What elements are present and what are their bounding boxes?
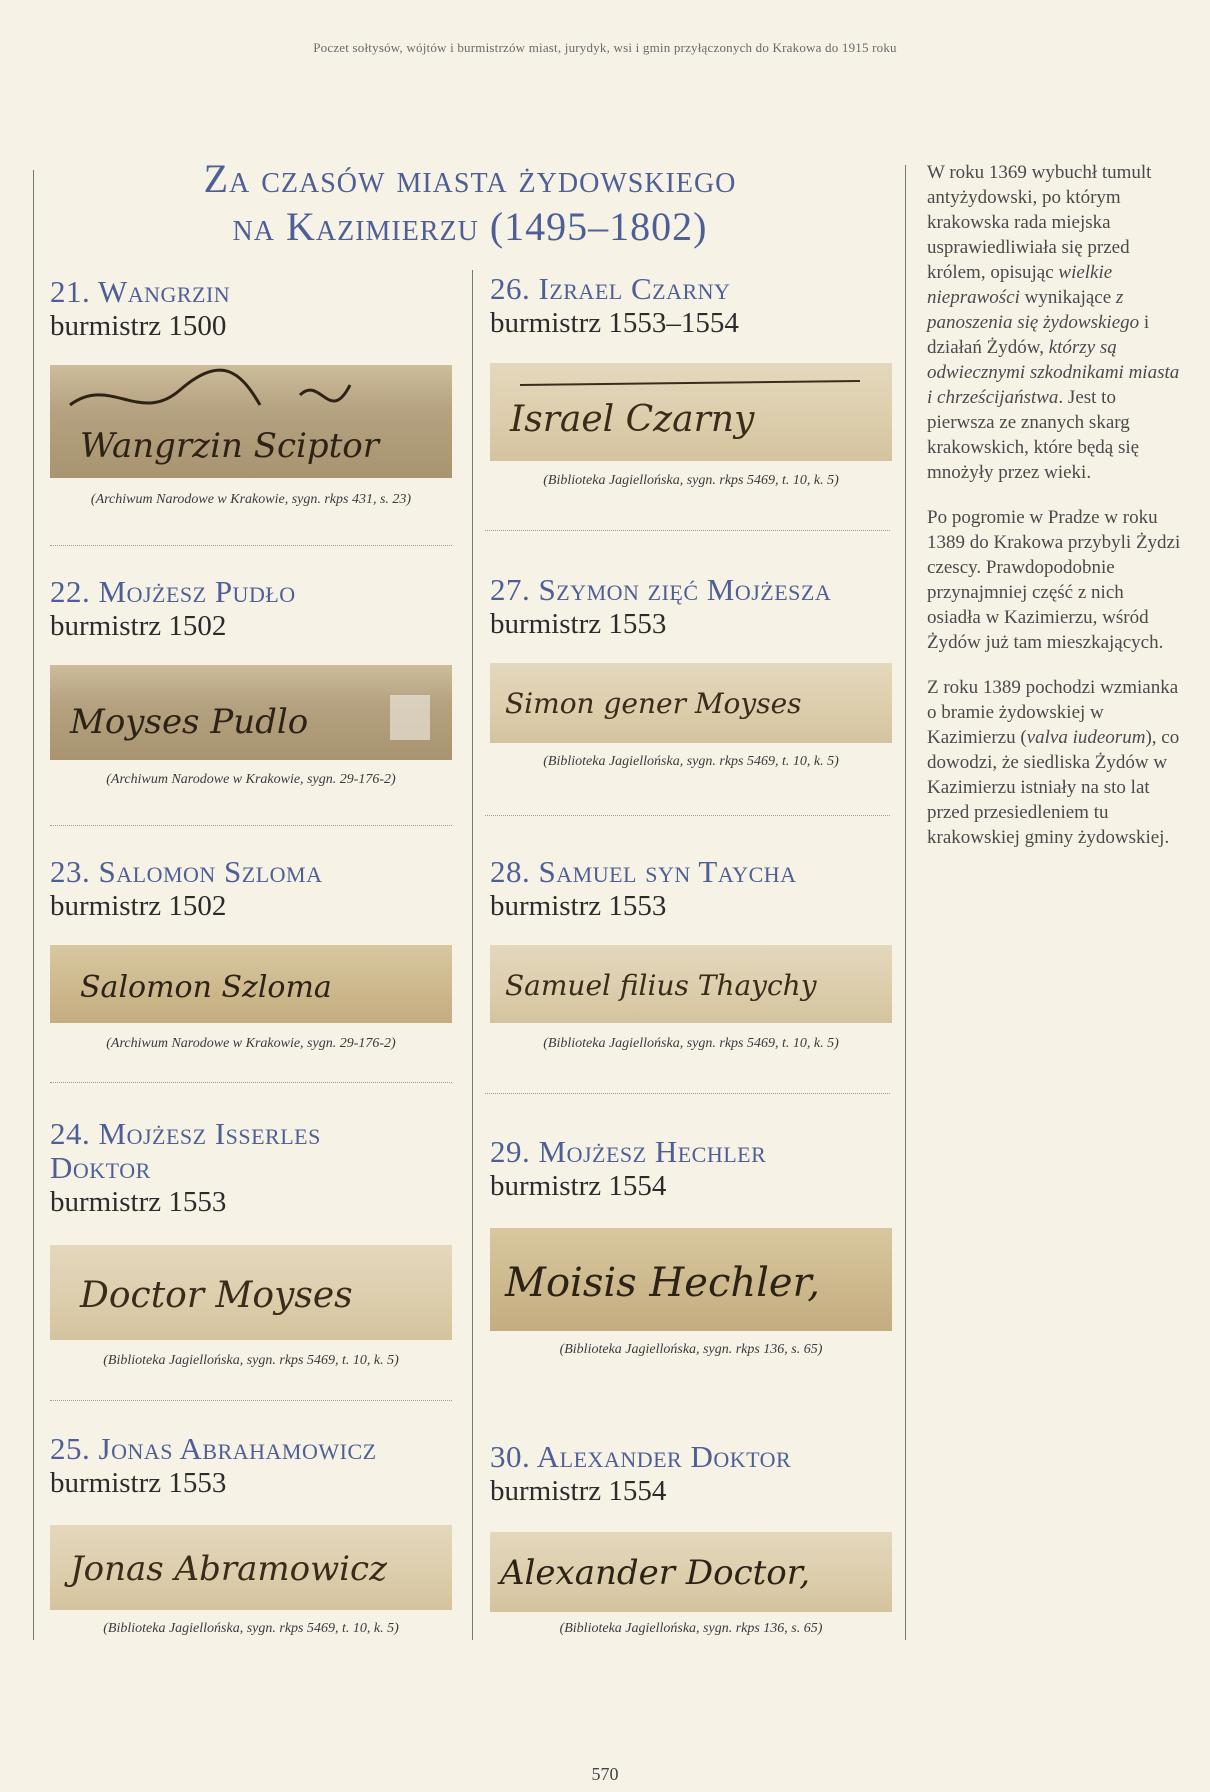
signature-text: Simon gener Moyses <box>505 687 802 720</box>
main-title-line2: na Kazimierzu (1495–1802) <box>232 204 708 249</box>
running-head: Poczet sołtysów, wójtów i burmistrzów miast, jurydyk, wsi i gmin przyłączonych do Krakowa do 1915 roku <box>313 40 897 55</box>
caption-22: (Archiwum Narodowe w Krakowie, sygn. 29-176-2) <box>106 772 396 787</box>
entry-23 <box>50 855 450 923</box>
caption-27: (Biblioteka Jagiellońska, sygn. rkps 5469, t. 10, k. 5) <box>543 754 839 769</box>
entry-title: 25. Jonas Abrahamowicz <box>50 1431 377 1466</box>
entry-25 <box>50 1432 450 1500</box>
signature-image-25 <box>50 1525 452 1610</box>
entry-subtitle: burmistrz 1502 <box>50 890 227 922</box>
entry-subtitle: burmistrz 1553 <box>50 1186 227 1218</box>
caption-24: (Biblioteka Jagiellońska, sygn. rkps 5469, t. 10, k. 5) <box>103 1353 399 1368</box>
signature-text: Jonas Abramowicz <box>70 1549 388 1589</box>
signature-image-22 <box>50 665 452 760</box>
main-title-line1: Za czasów miasta żydowskiego <box>203 156 737 201</box>
entry-title-line1: 24. Mojżesz Isserles <box>50 1116 321 1151</box>
signature-image-29 <box>490 1228 892 1331</box>
caption-23: (Archiwum Narodowe w Krakowie, sygn. 29-176-2) <box>106 1036 396 1051</box>
separator <box>485 815 890 816</box>
left-margin-rule <box>33 170 34 1640</box>
signature-text: Moisis Hechler, <box>505 1260 821 1306</box>
entry-title: 27. Szymon zięć Mojżesza <box>490 572 832 607</box>
signature-text: Samuel filius Thaychy <box>505 969 817 1002</box>
caption-21: (Archiwum Narodowe w Krakowie, sygn. rkps 431, s. 23) <box>90 492 412 507</box>
signature-image-27 <box>490 663 892 743</box>
entry-29 <box>490 1135 890 1203</box>
signature-text: Alexander Doctor, <box>500 1553 811 1593</box>
signature-image-21 <box>50 365 452 478</box>
separator <box>485 530 890 531</box>
entry-title: 22. Mojżesz Pudło <box>50 574 296 609</box>
caption-25: (Biblioteka Jagiellońska, sygn. rkps 5469, t. 10, k. 5) <box>103 1621 399 1636</box>
main-title <box>60 155 880 251</box>
separator <box>485 1093 890 1094</box>
entry-21 <box>50 275 450 343</box>
entry-title-line2: Doktor <box>50 1150 151 1185</box>
signature-text: Salomon Szloma <box>80 970 332 1005</box>
caption-29: (Biblioteka Jagiellońska, sygn. rkps 136, s. 65) <box>559 1342 823 1357</box>
entry-subtitle: burmistrz 1553 <box>50 1467 227 1499</box>
entry-subtitle: burmistrz 1553 <box>490 890 667 922</box>
entry-subtitle: burmistrz 1500 <box>50 310 227 342</box>
signature-text: Wangrzin Sciptor <box>80 426 380 466</box>
entry-24 <box>50 1117 450 1219</box>
signature-image-24 <box>50 1245 452 1340</box>
separator <box>50 825 452 826</box>
signature-text: Israel Czarny <box>510 399 755 440</box>
entry-28 <box>490 855 890 923</box>
entry-subtitle: burmistrz 1553 <box>490 608 667 640</box>
caption-30: (Biblioteka Jagiellońska, sygn. rkps 136, s. 65) <box>559 1621 823 1636</box>
separator <box>50 545 452 546</box>
sidebar-paragraph-2: Po pogromie w Pradze w roku 1389 do Krakowa przybyli Żydzi czescy. Prawdopodobnie przynajmniej część z nich osiadła w Kazimierzu, wśród Żydów już tam mieszkających. <box>927 507 1181 653</box>
entry-27 <box>490 573 890 641</box>
entry-title: 30. Alexander Doktor <box>490 1439 792 1474</box>
signature-text: Moyses Pudlo <box>70 702 309 742</box>
separator <box>50 1082 452 1083</box>
sidebar-paragraph-1: W roku 1369 wybuchł tumult antyżydowski, po którym krakowska rada miejska usprawiedliwiała się przed królem, opisując wielkie nieprawości wynikające z panoszenia się żydowskiego i działań Żydów, którzy są odwiecznymi szkodnikami miasta i chrześcijaństwa. Jest to pierwsza ze znanych skarg krakowskich, które będą się mnożyły przez wieki. <box>927 162 1180 483</box>
entry-title: 23. Salomon Szloma <box>50 854 323 889</box>
column-divider <box>472 270 473 1640</box>
signature-image-26 <box>490 363 892 461</box>
entry-30 <box>490 1440 890 1508</box>
sidebar-text <box>927 160 1182 870</box>
entry-subtitle: burmistrz 1553–1554 <box>490 307 739 339</box>
signature-image-23 <box>50 945 452 1023</box>
entry-26 <box>490 272 890 340</box>
entry-title: 29. Mojżesz Hechler <box>490 1134 767 1169</box>
entry-title: 26. Izrael Czarny <box>490 271 731 306</box>
entry-title: 21. Wangrzin <box>50 274 231 309</box>
entry-subtitle: burmistrz 1502 <box>50 610 227 642</box>
separator <box>50 1400 452 1401</box>
entry-22 <box>50 575 450 643</box>
page-number: 570 <box>591 1764 619 1784</box>
signature-image-30 <box>490 1532 892 1612</box>
sidebar-divider <box>905 165 906 1640</box>
sidebar-paragraph-3: Z roku 1389 pochodzi wzmianka o bramie żydowskiej w Kazimierzu (valva iudeorum), co dowodzi, że siedliska Żydów w Kazimierzu istniały na sto lat przed przesiedleniem tu krakowskiej gminy żydowskiej. <box>927 677 1180 848</box>
signature-image-28 <box>490 945 892 1023</box>
entry-title: 28. Samuel syn Taycha <box>490 854 797 889</box>
caption-26: (Biblioteka Jagiellońska, sygn. rkps 5469, t. 10, k. 5) <box>543 473 839 488</box>
signature-text: Doctor Moyses <box>80 1275 353 1316</box>
entry-subtitle: burmistrz 1554 <box>490 1170 667 1202</box>
caption-28: (Biblioteka Jagiellońska, sygn. rkps 5469, t. 10, k. 5) <box>543 1036 839 1051</box>
entry-subtitle: burmistrz 1554 <box>490 1475 667 1507</box>
